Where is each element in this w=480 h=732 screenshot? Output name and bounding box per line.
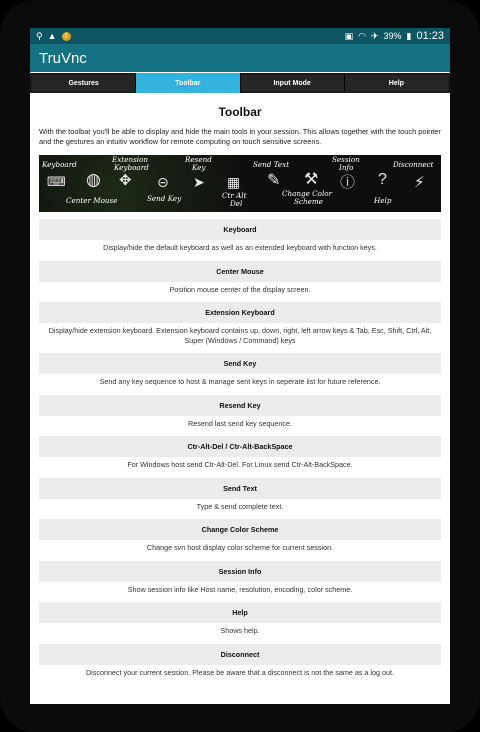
section-text: For Windows host send Ctr-Alt-Del. For Linux send Ctr-Alt-BackSpace.	[127, 460, 353, 469]
status-bar	[30, 28, 450, 44]
section-title: Ctr-Alt-Del / Ctr-Alt-BackSpace	[39, 436, 441, 457]
keyboard-icon: ⌨	[47, 174, 66, 189]
section-list	[39, 219, 441, 677]
resend-icon: ➤	[193, 174, 205, 190]
ctr-alt-del-icon: ▦	[227, 174, 241, 190]
label-disconnect: Disconnect	[393, 160, 434, 169]
section-text: Display/hide the default keyboard as well as an extended keyboard with function keys.	[103, 243, 377, 252]
toolbar-illustration	[39, 155, 441, 212]
section-text: Disconnect your current session. Please be aware that a disconnect is not the same as a log out.	[85, 667, 395, 677]
section-text: Position mouse center of the display screen.	[169, 284, 311, 294]
app-title: TruVnc	[39, 49, 87, 67]
tab-bar	[30, 73, 450, 93]
section-title: Resend Key	[39, 395, 441, 416]
page-title: Toolbar	[218, 105, 262, 119]
section-session-info	[39, 561, 441, 595]
section-resend-key	[39, 395, 441, 429]
send-key-icon: ⊝	[157, 174, 169, 190]
battery-icon: ▮	[406, 30, 412, 41]
label-session-info-2: Info	[339, 163, 354, 172]
section-send-text	[39, 478, 441, 512]
section-text: Send any key sequence to host & manage sent keys in seperate list for future reference.	[99, 377, 381, 386]
help-content[interactable]	[30, 94, 450, 704]
section-change-color-scheme	[39, 519, 441, 553]
label-ctr-alt-del-2: Del	[230, 199, 243, 208]
label-extension-keyboard-1: Extension	[112, 155, 149, 164]
section-title: Center Mouse	[39, 261, 441, 282]
screen	[30, 28, 450, 704]
tab-gestures[interactable]: Gestures	[32, 75, 136, 91]
section-title: Keyboard	[39, 219, 441, 240]
airplane-icon: ✈	[370, 30, 379, 41]
section-send-key	[39, 353, 441, 387]
label-change-color-1: Change Color	[282, 189, 333, 198]
usb-icon: ⚲	[36, 30, 43, 41]
disconnect-icon: ⚡	[414, 174, 425, 191]
battery-percent: 39%	[383, 31, 402, 41]
section-title: Help	[39, 602, 441, 623]
section-title: Send Text	[39, 478, 441, 499]
alert-icon: ▲	[47, 30, 57, 41]
section-text: Change svn host display color scheme for current session.	[146, 543, 334, 552]
section-title: Session Info	[39, 561, 441, 582]
section-disconnect	[39, 644, 441, 678]
section-ctr-alt-del	[39, 436, 441, 470]
tab-toolbar[interactable]: Toolbar	[136, 73, 240, 93]
label-send-key: Send Key	[147, 194, 182, 203]
intro-text: With the toolbar you'll be able to display and hide the main tools in your session. This allows together with the touch pointer and the gestures an intuitiv workflow for remote computing on touch sensitive screens.	[39, 127, 441, 146]
label-center-mouse: Center Mouse	[66, 196, 118, 205]
section-help	[39, 602, 441, 636]
section-extension-keyboard	[39, 302, 441, 345]
section-text: Type & send complete text.	[196, 501, 284, 511]
label-send-text: Send Text	[253, 160, 290, 169]
label-extension-keyboard-2: Keyboard	[114, 163, 149, 172]
section-title: Extension Keyboard	[39, 302, 441, 323]
wifi-icon: ◠	[358, 30, 366, 41]
help-icon: ?	[378, 171, 387, 188]
label-change-color-2: Scheme	[294, 197, 323, 206]
info-icon: ⓘ	[340, 174, 356, 191]
mute-icon: ▣	[344, 30, 354, 41]
section-title: Send Key	[39, 353, 441, 374]
section-text: Resend last send key sequence.	[188, 418, 292, 428]
section-center-mouse	[39, 261, 441, 295]
section-text: Show session info like Host name, resolution, encoding, color scheme.	[127, 584, 353, 594]
tab-input-mode[interactable]: Input Mode	[241, 75, 345, 91]
label-help: Help	[374, 196, 392, 205]
wrench-icon: ⚒	[304, 171, 319, 188]
tab-help[interactable]: Help	[345, 75, 448, 91]
section-text: Shows help.	[220, 626, 260, 635]
section-text: Display/hide extension keyboard. Extension keyboard contains up, down, right, left arrow keys & Tab, Esc, Shift, Ctrl, Alt, Super (Windows / Command) keys	[48, 326, 432, 345]
pen-icon: ✎	[267, 172, 281, 189]
clock: 01:23	[416, 30, 444, 42]
label-resend-key-2: Key	[192, 163, 206, 172]
section-keyboard	[39, 219, 441, 253]
mouse-icon: ◍	[86, 170, 101, 189]
warning-icon: !	[62, 32, 71, 41]
section-title: Disconnect	[39, 644, 441, 665]
label-resend-key-1: Resend	[185, 155, 212, 164]
section-title: Change Color Scheme	[39, 519, 441, 540]
action-bar	[30, 44, 450, 72]
label-session-info-1: Session	[332, 155, 360, 164]
arrows-icon: ✥	[119, 172, 132, 189]
label-ctr-alt-del-1: Ctr Alt	[222, 191, 247, 200]
label-keyboard: Keyboard	[42, 160, 77, 169]
